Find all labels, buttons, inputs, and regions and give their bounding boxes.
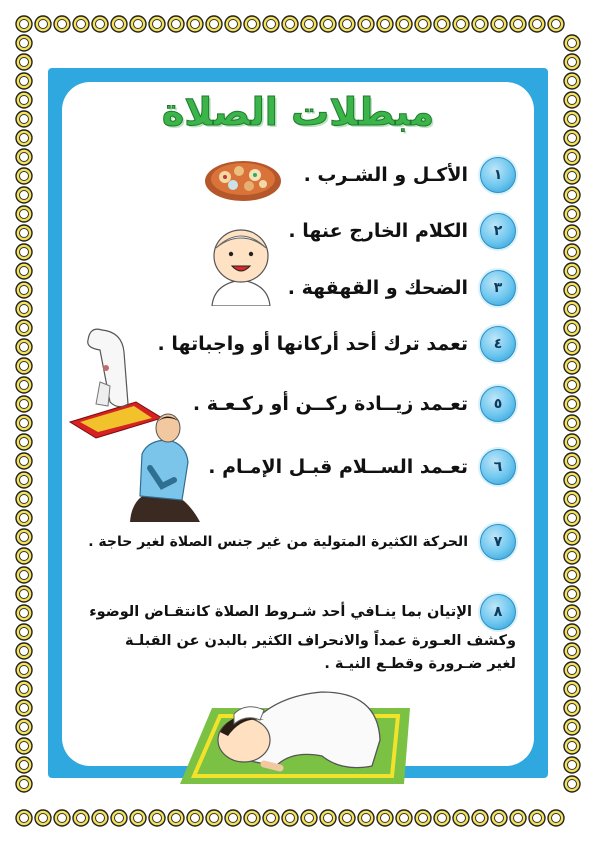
border-ring-inner xyxy=(324,20,333,29)
border-ring-inner xyxy=(568,742,577,751)
border-ring-inner xyxy=(568,761,577,770)
border-ring-inner xyxy=(115,814,124,823)
border-ring-inner xyxy=(210,20,219,29)
number-badge: ١ xyxy=(480,157,516,193)
border-ring-inner xyxy=(568,704,577,713)
border-ring-inner xyxy=(568,628,577,637)
item-text: الكلام الخارج عنها . xyxy=(288,220,468,242)
border-ring-inner xyxy=(568,647,577,656)
border-ring-inner xyxy=(20,533,29,542)
border-ring-inner xyxy=(568,286,577,295)
border-ring-inner xyxy=(362,20,371,29)
border-ring-inner xyxy=(568,362,577,371)
border-ring-inner xyxy=(568,305,577,314)
border-ring-inner xyxy=(77,20,86,29)
border-ring-inner xyxy=(568,685,577,694)
border-ring-inner xyxy=(20,685,29,694)
border-ring-inner xyxy=(400,814,409,823)
border-ring-inner xyxy=(324,814,333,823)
list-item xyxy=(208,447,516,487)
border-ring-inner xyxy=(248,20,257,29)
border-ring-inner xyxy=(191,20,200,29)
number-badge: ٢ xyxy=(480,213,516,249)
border-ring-inner xyxy=(568,381,577,390)
border-ring-inner xyxy=(568,400,577,409)
border-ring-inner xyxy=(419,814,428,823)
number-badge: ٣ xyxy=(480,270,516,306)
border-ring-inner xyxy=(20,324,29,333)
border-ring-inner xyxy=(77,814,86,823)
border-ring-inner xyxy=(286,20,295,29)
border-ring-inner xyxy=(134,814,143,823)
number-badge: ٧ xyxy=(480,524,516,560)
prostrating-boy-icon xyxy=(172,680,422,790)
border-ring-inner xyxy=(533,814,542,823)
border-ring-inner xyxy=(115,20,124,29)
border-ring-inner xyxy=(20,647,29,656)
border-ring-inner xyxy=(438,814,447,823)
border-ring-inner xyxy=(20,609,29,618)
border-ring-inner xyxy=(568,780,577,789)
border-ring-inner xyxy=(20,438,29,447)
border-ring-inner xyxy=(20,476,29,485)
border-ring-inner xyxy=(191,814,200,823)
item-text: الحركة الكثيرة المتولية من غير جنس الصلاة لغير حاجة . xyxy=(88,534,468,550)
border-ring-inner xyxy=(39,20,48,29)
border-ring-inner xyxy=(305,20,314,29)
border-ring-inner xyxy=(568,343,577,352)
border-ring-inner xyxy=(568,495,577,504)
number-badge: ٥ xyxy=(480,386,516,422)
number-badge: ٤ xyxy=(480,326,516,362)
number-badge: ٦ xyxy=(480,449,516,485)
border-ring-inner xyxy=(495,814,504,823)
border-ring-inner xyxy=(20,571,29,580)
border-ring-inner xyxy=(20,514,29,523)
border-ring-inner xyxy=(568,533,577,542)
border-ring-inner xyxy=(172,814,181,823)
border-ring-inner xyxy=(568,191,577,200)
border-ring-inner xyxy=(267,814,276,823)
border-ring-inner xyxy=(20,362,29,371)
border-ring-inner xyxy=(514,814,523,823)
border-ring-inner xyxy=(39,814,48,823)
border-ring-inner xyxy=(20,267,29,276)
item-text: تعـمد زيــادة ركــن أو ركـعـة . xyxy=(192,393,468,415)
list-item xyxy=(88,522,516,562)
border-ring-inner xyxy=(20,723,29,732)
border-ring-inner xyxy=(96,814,105,823)
list-item xyxy=(193,384,516,424)
paragraph-line: الإتيان بما ينـافي أحد شـروط الصلاة كانتقـاض الوضوء xyxy=(89,604,472,620)
border-ring-inner xyxy=(568,666,577,675)
border-ring-inner xyxy=(20,628,29,637)
border-ring-inner xyxy=(552,20,561,29)
border-ring-inner xyxy=(568,153,577,162)
border-ring-inner xyxy=(153,814,162,823)
border-ring-inner xyxy=(20,172,29,181)
border-ring-inner xyxy=(229,814,238,823)
border-ring-inner xyxy=(568,571,577,580)
item-text: الضحك و القهقهة . xyxy=(287,277,468,299)
border-ring-inner xyxy=(495,20,504,29)
border-ring-inner xyxy=(568,134,577,143)
border-ring-inner xyxy=(476,814,485,823)
paragraph-line: وكشف العـورة عمداً والانحراف الكثير بالبدن عن القبلـة xyxy=(125,633,516,649)
border-ring-inner xyxy=(343,20,352,29)
border-ring-inner xyxy=(248,814,257,823)
border-ring-inner xyxy=(568,58,577,67)
border-ring-inner xyxy=(552,814,561,823)
border-ring-inner xyxy=(20,58,29,67)
border-ring-inner xyxy=(568,590,577,599)
border-ring-inner xyxy=(568,457,577,466)
border-ring-inner xyxy=(20,666,29,675)
border-ring-inner xyxy=(267,20,276,29)
border-ring-inner xyxy=(568,552,577,561)
border-ring-inner xyxy=(20,286,29,295)
border-ring-inner xyxy=(568,77,577,86)
number-badge: ٨ xyxy=(480,594,516,630)
item-text: تعـمد الســلام قبـل الإمـام . xyxy=(208,456,468,478)
border-ring-inner xyxy=(568,248,577,257)
border-ring-inner xyxy=(20,153,29,162)
border-ring-inner xyxy=(20,210,29,219)
border-ring-inner xyxy=(20,39,29,48)
border-ring-inner xyxy=(20,742,29,751)
kneeling-man-icon xyxy=(122,410,206,524)
border-ring-inner xyxy=(457,20,466,29)
border-ring-inner xyxy=(20,419,29,428)
border-ring-inner xyxy=(568,476,577,485)
border-ring-inner xyxy=(58,814,67,823)
border-ring-inner xyxy=(20,248,29,257)
item-text: الأكـل و الشـرب . xyxy=(303,164,468,186)
border-ring-inner xyxy=(568,267,577,276)
border-ring-inner xyxy=(210,814,219,823)
food-plate-icon xyxy=(203,155,283,203)
border-ring-inner xyxy=(153,20,162,29)
border-ring-inner xyxy=(20,814,29,823)
border-ring-inner xyxy=(229,20,238,29)
border-ring-inner xyxy=(20,590,29,599)
border-ring-inner xyxy=(568,438,577,447)
border-ring-inner xyxy=(514,20,523,29)
talking-boy-icon xyxy=(206,218,276,306)
border-ring-inner xyxy=(20,400,29,409)
list-item xyxy=(288,211,516,251)
border-ring-inner xyxy=(343,814,352,823)
border-ring-inner xyxy=(96,20,105,29)
border-ring-inner xyxy=(305,814,314,823)
border-ring-inner xyxy=(568,723,577,732)
border-ring-inner xyxy=(20,191,29,200)
border-ring-inner xyxy=(134,20,143,29)
border-ring-inner xyxy=(568,172,577,181)
border-ring-inner xyxy=(419,20,428,29)
border-ring-inner xyxy=(568,419,577,428)
border-ring-inner xyxy=(362,814,371,823)
list-item xyxy=(288,268,516,308)
border-ring-inner xyxy=(20,77,29,86)
border-ring-inner xyxy=(20,552,29,561)
border-ring-inner xyxy=(172,20,181,29)
border-ring-inner xyxy=(20,704,29,713)
list-item-paragraph xyxy=(76,594,516,676)
border-ring-inner xyxy=(568,39,577,48)
border-ring-inner xyxy=(381,20,390,29)
border-ring-inner xyxy=(568,514,577,523)
border-ring-inner xyxy=(20,495,29,504)
border-ring-inner xyxy=(20,761,29,770)
border-ring-inner xyxy=(20,229,29,238)
border-ring-inner xyxy=(286,814,295,823)
border-ring-inner xyxy=(568,609,577,618)
border-ring-inner xyxy=(438,20,447,29)
item-text: تعمد ترك أحد أركانها أو واجباتها . xyxy=(157,333,468,355)
border-ring-inner xyxy=(568,210,577,219)
border-ring-inner xyxy=(20,381,29,390)
border-ring-inner xyxy=(20,20,29,29)
border-ring-inner xyxy=(20,457,29,466)
page-title: مبطلات الصلاة xyxy=(161,90,435,134)
border-ring-inner xyxy=(533,20,542,29)
border-ring-inner xyxy=(400,20,409,29)
border-ring-inner xyxy=(568,324,577,333)
border-ring-inner xyxy=(20,780,29,789)
border-ring-inner xyxy=(20,305,29,314)
paragraph-line: لغير ضـرورة وقطـع النيـة . xyxy=(324,656,516,672)
border-ring-inner xyxy=(476,20,485,29)
border-ring-inner xyxy=(58,20,67,29)
list-item xyxy=(157,324,516,364)
border-ring-inner xyxy=(457,814,466,823)
border-ring-inner xyxy=(381,814,390,823)
border-ring-inner xyxy=(568,229,577,238)
border-ring-inner xyxy=(20,134,29,143)
border-ring-inner xyxy=(20,343,29,352)
list-item xyxy=(304,155,516,195)
